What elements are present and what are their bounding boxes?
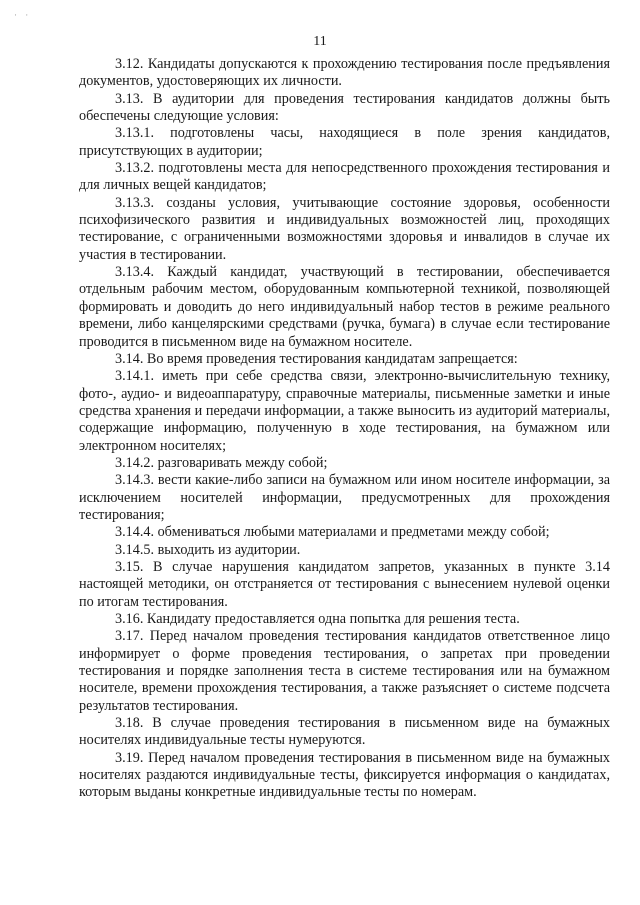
paragraph-3-16: 3.16. Кандидату предоставляется одна попытка для решения теста. <box>115 611 520 627</box>
paragraph-3-12: 3.12. Кандидаты допускаются к прохождению тестирования после предъявления документов, удостоверяющих их личности. <box>79 56 610 90</box>
paragraph-3-19: 3.19. Перед началом проведения тестирования в письменном виде на бумажных носителях раздаются индивидуальные тесты, фиксируется информация о кандидатах, которым выданы конкретные индивидуальные тесты по номерам. <box>79 749 610 801</box>
paragraph-3-14-4: 3.14.4. обмениваться любыми материалами и предметами между собой; <box>115 524 550 541</box>
paragraph-3-14-1: 3.14.1. иметь при себе средства связи, электронно-вычислительную технику, фото-, аудио- и видеоаппаратуру, справочные материалы, письменные заметки и иные средства хранения и передачи информации, а также выносить из аудиторий материалы, содержащие информацию, полученную в ходе тестирования, на бумажном или электронном носителях; <box>79 368 610 454</box>
paragraph-3-14-2: 3.14.2. разговаривать между собой; <box>115 454 328 471</box>
paragraph-3-14-3: 3.14.3. вести какие-либо записи на бумажном или ином носителе информации, за исключением носителей информации, предусмотренных для прохождения тестирования; <box>79 472 610 523</box>
paragraph-3-14: 3.14. Во время проведения тестирования кандидатам запрещается: <box>115 350 518 367</box>
paragraph-3-18: 3.18. В случае проведения тестирования в письменном виде на бумажных носителях индивидуальные тесты нумеруются. <box>79 715 610 749</box>
paragraph-3-13-1: 3.13.1. подготовлены часы, находящиеся в поле зрения кандидатов, присутствующих в аудитории; <box>79 125 610 159</box>
paragraph-3-15: 3.15. В случае нарушения кандидатом запретов, указанных в пункте 3.14 настоящей методики, он отстраняется от тестирования с вынесением нулевой оценки по итогам тестирования. <box>79 558 610 610</box>
scan-artifact: · · <box>14 10 32 20</box>
paragraph-3-13: 3.13. В аудитории для проведения тестирования кандидатов должны быть обеспечены следующие условия: <box>79 90 610 125</box>
paragraph-3-13-3: 3.13.3. созданы условия, учитывающие состояние здоровья, особенности психофизического развития и индивидуальных возможностей лиц, проходящих тестирование, с ограниченными возможностями здоровья и инвалидов в случае их участия в тестировании. <box>79 194 610 263</box>
paragraph-3-13-2: 3.13.2. подготовлены места для непосредственного прохождения тестирования и для личных вещей кандидатов; <box>79 160 610 194</box>
document-body <box>79 56 610 802</box>
paragraph-3-13-4: 3.13.4. Каждый кандидат, участвующий в тестировании, обеспечивается отдельным рабочим местом, оборудованным компьютерной техникой, позволяющей формировать и доводить до него индивидуальный набор тестов в режиме реального времени, либо канцелярскими средствами (ручка, бумага) в случае если тестирование проводится в письменном виде на бумажном носителе. <box>79 264 610 350</box>
paragraph-3-14-5: 3.14.5. выходить из аудитории. <box>115 541 301 558</box>
paragraph-3-17: 3.17. Перед началом проведения тестирования кандидатов ответственное лицо информирует о форме проведения тестирования, о запретах при проведении тестирования и порядке заполнения теста в системе тестирования или на бумажном носителе, времени прохождения тестирования, а также разъясняет о системе подсчета результатов тестирования. <box>79 628 610 714</box>
page-number: 11 <box>313 34 327 49</box>
